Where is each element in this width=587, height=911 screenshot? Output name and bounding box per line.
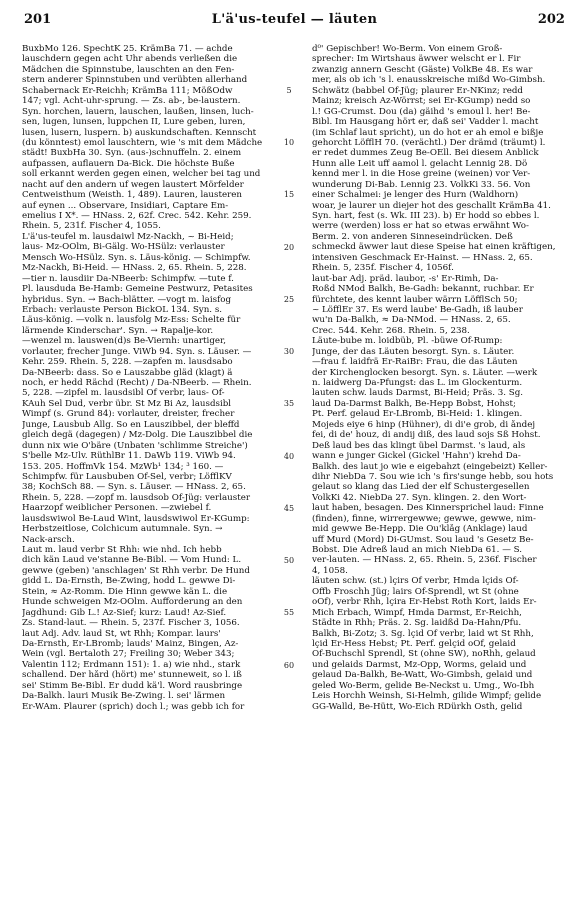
text-line: Offb Froschh Jüg; lairs Of-Sprendl, wt St (ohne	[312, 586, 519, 597]
text-line: dihr NiebDa 7. Sou wie ich 's firs'sunge hebb, sou hots	[312, 471, 554, 482]
line-number: 55	[283, 608, 295, 618]
text-line: ~ LöfflEr 37. Es werd laube' Be-Gadh, iß lauber	[312, 304, 523, 315]
text-line: sei' Stimm Be-Bibl. Er dudd kä'l. Word rausbringe	[22, 680, 243, 691]
text-line: S'belle Mz-Ülv. RüthlBr 11. DaWb 119. ViWb 94.	[22, 451, 236, 462]
text-line: Roßd NMod Balkh, Be-Gadh: bekannt, ruchbar. Er	[312, 284, 534, 295]
text-line: Mich Erbach, Wimpf, Hmda Darmst, Er-Reichh,	[312, 607, 522, 618]
text-line: Syn. horchen, lauern, lauschen, laußen, linsen, luch-	[22, 106, 254, 117]
text-line: Mädchen die Spinnstube, lauschten an den Fen-	[22, 64, 235, 75]
line-number: 10	[283, 138, 295, 148]
text-line: schallend. Der hård (hört) me' stunneweit, so l. iß	[22, 670, 242, 681]
text-line: Wimpf (s. Grund 84): vorlauter, dreister, frecher	[22, 409, 235, 420]
text-line: Bobst. Die Adreß laud an mich NiebDa 61. — S.	[312, 545, 523, 555]
text-line: intensiven Geschmack Er-Hainst. — HNass. 2, 65.	[312, 252, 533, 263]
text-line: Schimpfw. für Lausbuben Of-Sel, verbr; LöfflKV	[22, 471, 232, 482]
text-line: noch, er hedd Rächd (Recht) / Da-NBeerb. — Rhein.	[22, 378, 252, 388]
text-line: Da-NBeerb: dass. So e Lauszabbe gläd (klagt) ä	[22, 367, 233, 378]
text-line: Balkh. des laut jo wie e eigebahzt (eingebeizt) Keller-	[312, 461, 548, 472]
text-line: gelaut so klang das Lied der elf Schustergesellen	[312, 482, 530, 493]
line-number-gutter	[278, 44, 300, 894]
text-line: Valentin 112; Erdmann 151): 1. a) wie nhd., stark	[22, 659, 241, 670]
text-line: Da-Balkh. lauri Musik Be-Zwing. l. sei' lärmen	[22, 691, 226, 702]
text-line: städt! BuxbHa 30. Syn. (aus-)schnuffeln. 2. einem	[22, 148, 242, 159]
text-line: d⁰' Gepischber! Wo-Berm. Von einem Groß-	[312, 44, 503, 54]
text-line: BuxbMo 126. SpechtK 25. KrämBa 71. — achde	[22, 44, 233, 54]
text-line: 5, 228. —zipfel m. lausdsibl Of verbr, laus- Of-	[22, 388, 225, 399]
text-line: der Kirchenglocken besorgt. Syn. s. Läuter. —werk	[312, 367, 538, 378]
text-line: Hunn alle Leit uff aamol l. gelacht Lennig 28. Dö	[312, 158, 528, 169]
text-line: Junge, Lausbub Allg. So en Lauszibbel, der bleffd	[22, 419, 240, 430]
text-line: 147; vgl. Acht-uhr-sprung. — Zs. ab-, be-laustern.	[22, 96, 241, 107]
text-line: fürchtete, des kennt lauber wärrn LöfflSch 50;	[312, 294, 518, 305]
text-line: 38; KochSch 88. — Syn. s. Läuser. — HNass. 2, 65.	[22, 482, 246, 493]
text-line: vorlauter, frecher Junge. ViWb 94. Syn. s. Läuser. —	[22, 346, 252, 357]
text-line: aufpassen, auflauern Da-Bick. Die höchste Buße	[22, 158, 235, 169]
text-line: Er-WAm. Plaurer (sprich) doch l.; was gebb ich for	[22, 701, 245, 712]
text-line: stern anderer Spinnstuben und verübten allerhand	[22, 75, 248, 86]
text-line: Centweisthum (Weisth. 1, 489). Lauren, lausteren	[22, 190, 242, 201]
text-line: Rhein. 5, 235f. Fischer 4, 1056f.	[312, 263, 454, 274]
text-line: Pt. Perf. gelaud Er-LBromb, Bi-Heid: 1. klingen.	[312, 409, 523, 420]
text-line: oOf), verbr Rhh, lçira Er-Hebst Roth Kort, laids Er-	[312, 597, 537, 608]
text-line: Läus-könig. —volk n. lausfolg Mz-Ess: Schelte für	[22, 315, 241, 326]
text-line: dich kän Laud ve'stanne Be-Bibl. — Vom Hund: L.	[22, 555, 242, 566]
text-line: woar, je laurer un diejer hot des geschallt KrämBa 41.	[312, 200, 551, 211]
line-number: 45	[283, 503, 295, 513]
text-line: auf eynen ... Observare, Insidiari, Captare Em-	[22, 200, 229, 211]
line-number: 20	[283, 242, 295, 252]
text-line: Nack-arsch.	[22, 534, 75, 545]
text-line: Erbach: verlauste Person BickOL 134. Syn. s.	[22, 304, 223, 315]
text-line: Wein (vgl. Bertaloth 27; Freiling 30; Weber 343;	[22, 649, 235, 660]
text-line: L'ä'us-teufel m. lausdaiwl Mz-Nackh, ~ Bi-Heid;	[22, 231, 234, 242]
text-line: —wenzel m. lauswen(d)s Be-Viernh: unartiger,	[22, 336, 226, 347]
text-line: werre (werden) loss er hat so etwas erwähnt Wo-	[312, 221, 529, 232]
text-line: Berm. 2. von anderen Sinneseindrücken. Deß	[312, 231, 513, 242]
text-line: (im Schlaf laut spricht), un do hot er ah emol e bißje	[312, 127, 544, 138]
line-number: 35	[283, 399, 295, 409]
text-line: Bibl. Im Hausgang hört er, daß sei' Vadder l. macht	[312, 117, 539, 128]
text-line: Haarzopf weiblicher Personen. —zwiebel f.	[22, 503, 212, 514]
text-line: l.! GG-Crumst. Dou (da) gäihd 's emoul l. her! Be-	[312, 106, 531, 117]
text-line: Da-Ernsth, Er-LBromb; lauds' Mainz, Bingen, Az-	[22, 638, 239, 649]
text-line: wunderung Di-Bab. Lennig 23. VolkKi 33. 56. Von	[312, 179, 531, 190]
text-line: geled Wo-Berm, gelide Be-Neckst u. Umg., Wo-Ibh	[312, 680, 535, 691]
text-line: fei, di de' houz, di andij diß, des laud sojs Sß Hohst.	[312, 430, 541, 441]
line-number: 60	[283, 660, 295, 670]
text-line: Balkh, Bi-Zotz; 3. Sg. lçid Of verbr, laid wt St Rhh,	[312, 628, 534, 639]
text-line: uff Murd (Mord) Di-GUmst. Sou laud 's Gesetz Be-	[312, 534, 534, 545]
line-number: 30	[283, 347, 295, 357]
text-line: Städte in Rhh; Präs. 2. Sg. laidßd Da-Hahn/Pfu.	[312, 618, 522, 629]
text-line: kennd mer l. in die Hose greine (weinen) vor Ver-	[312, 169, 531, 180]
text-line: laut haben, besagen. Des Kinnersprichel laud: Finne	[312, 503, 544, 514]
text-line: Rhein. 5, 231f. Fischer 4, 1055.	[22, 221, 161, 232]
text-line: Schabernack Er-Reichh; KrämBa 111; MößOdw	[22, 85, 233, 96]
text-line: Läute-bube m. loidbüb, Pl. -büwe Of-Rump:	[312, 336, 503, 347]
text-line: Zs. Stand-laut. — Rhein. 5, 237f. Fischer 3, 1056.	[22, 618, 240, 629]
text-line: Schwätz (babbel Of-Jüg; plaurer Er-NKinz; redd	[312, 85, 523, 96]
text-line: gleich degä (dagegen) / Mz-Dolg. Die Lauszibbel die	[22, 430, 253, 441]
text-line: lçid Er-Hess Hebst; Pt. Perf. gelçid oOf, gelaid	[312, 638, 516, 649]
text-line: Deß laud bes das klingt übel Darmst. 's laud, als	[312, 440, 526, 451]
text-line: n. laidwerg Da-Pfungst: das L. im Glockenturm.	[312, 378, 523, 388]
text-line: lausdswiwol Be-Laud Wint, lausdswiwol Er-KGump:	[22, 513, 250, 524]
text-line: VolkKi 42. NiebDa 27. Syn. klingen. 2. den Wort-	[312, 492, 527, 503]
page-header	[24, 12, 565, 34]
text-line: er redet dummes Zeug Be-OEll. Bei diesem Anblick	[312, 148, 539, 159]
text-line: wu'n Da-Balkh, ≈ Da-NMod. — HNass. 2, 65.	[312, 315, 511, 326]
text-line: Hunde schweigen Mz-OOlm. Aufforderung an den	[22, 597, 243, 608]
page-number-left: 201	[24, 12, 52, 27]
text-line: sprecher: Im Wirtshaus äwwer welscht er l. Fir	[312, 54, 521, 65]
text-line: Rhein. 5, 228. —zopf m. lausdsob Of-Jüg: verlauster	[22, 492, 250, 503]
line-number: 5	[286, 85, 292, 95]
text-line: Stein, ≈ Az-Romm. Die Hinn gewwe kän L. die	[22, 586, 228, 597]
text-line: laut Adj. Adv. laud St, wt Rhh; Kompar. laurs'	[22, 628, 221, 639]
text-line: Laut m. laud verbr St Rhh: wie nhd. Ich hebb	[22, 545, 222, 555]
text-line: einer Schalmei: je lenger des Hurn (Waldhorn)	[312, 190, 519, 201]
text-line: Junge, der das Läuten besorgt. Syn. s. Läuter.	[312, 346, 515, 357]
text-line: (finden), finne, wirrergewwe; gewwe, gewwe, nim-	[312, 513, 536, 524]
text-line: lärmende Kinderschar'. Syn. → Rapalje-kor.	[22, 325, 214, 336]
running-head: L'ä'us-teufel — läuten	[211, 12, 378, 27]
text-line: laud Da-Darmst Balkh, Be-Hepp Bobst, Hohst;	[312, 398, 516, 409]
text-line: —tier n. lausdiir Da-NBeerb: Schimpfw. —tute f.	[22, 273, 234, 284]
text-line: KAuh Sel Dud, verbr übr. St Mz Bi Az, lausdsibl	[22, 398, 232, 409]
text-line: ver-lauten. — HNass. 2, 65. Rhein. 5, 236f. Fischer	[312, 555, 537, 566]
text-line: gidd L. Da-Ernsth, Be-Zwing, hodd L. gewwe Di-	[22, 576, 236, 587]
text-line: und gelaids Darmst, Mz-Opp, Worms, gelaid und	[312, 659, 527, 670]
text-line: gelaud Da-Balkh, Be-Watt, Wo-Gimbsh, gelaid und	[312, 670, 533, 681]
line-number: 40	[283, 451, 295, 461]
text-line: Jagdhund: Gib L.! Az-Sief; kurz: Laud! Az-Sief.	[22, 607, 227, 618]
text-line: zwanzig annern Gescht (Gäste) VolkBe 48. Es war	[312, 64, 533, 75]
text-line: mer, als ob ich 's l. enausskreische mißd Wo-Gimbsh.	[312, 75, 546, 86]
text-line: lauten schw. lauds Darmst, Bi-Heid; Präs. 3. Sg.	[312, 388, 524, 399]
text-line: Leis Horchh Weinsh, Si-Helmh, gilide Wimpf; gelide	[312, 691, 542, 702]
text-line: hybridus. Syn. → Bach-blätter. —vogt m. laisfog	[22, 294, 232, 305]
line-number: 15	[283, 190, 295, 200]
text-line: mid gewwe Be-Hepp. Die Ou'klåg (Anklage) laud	[312, 524, 528, 535]
text-line: nacht auf den andern uf wegen laustert Mörfelder	[22, 179, 244, 190]
line-number: 50	[283, 556, 295, 566]
text-line: Kehr. 259. Rhein. 5, 228. —zapfen m. lausdsabo	[22, 357, 233, 368]
text-line: sen, lugen, lunsen, luppchen II, Lure geben, luren,	[22, 117, 246, 128]
text-line: Syn. hart, fest (s. Wk. III 23). b) Er hodd so ebbes l.	[312, 211, 540, 221]
text-line: dunn nix wie Ö'bäre (Unbaten 'schlimme Streiche')	[22, 440, 248, 451]
line-number: 25	[283, 294, 295, 304]
text-line: lauschdern gegen acht Uhr abends verließen die	[22, 54, 238, 65]
text-line: emelius I X*. — HNass. 2, 62f. Crec. 542. Kehr. 259.	[22, 211, 252, 221]
text-line: gehorcht LöfflH 70. (verächtl.) Der drämd (träumt) l.	[312, 137, 546, 148]
text-line: wann e junger Gickel (Gickel 'Hahn') krehd Da-	[312, 451, 521, 462]
text-line: GG-Walld, Be-Hütt, Wo-Eich RDürkh Osth, gelid	[312, 701, 523, 712]
text-line: —frau f. laidfrä Er-RaiBr: Frau, die das Läuten	[312, 357, 518, 368]
text-line: Of-Buchschl Sprendl, St (ohne SW), noRhh, gelaud	[312, 649, 536, 660]
text-line: läuten schw. (st.) lçirs Of verbr, Hmda lçids Of-	[312, 576, 519, 587]
left-column	[22, 44, 268, 894]
text-line: laut-bar Adj. präd. laubor, -s' Er-Rimh, Da-	[312, 273, 499, 284]
text-line: Mainz; kreisch Az-Wörrst; sei Er-KGump) nedd so	[312, 96, 531, 107]
text-line: Herbstzeitlose, Colchicum autumnale. Syn. →	[22, 524, 223, 535]
text-line: 4, 1058.	[312, 565, 348, 576]
page-number-right: 202	[537, 12, 565, 27]
text-line: gewwe (geben) 'anschlagen' St Rhh verbr. De Hund	[22, 565, 250, 576]
text-line: Pl. lausduda Be-Hamb: Gemeine Pestwurz, Petasites	[22, 284, 253, 295]
text-line: laus- Mz-OOlm, Bi-Gälg. Wo-HSülz: verlauster	[22, 242, 225, 253]
text-line: 153. 205. HoffmVk 154. MzWb¹ 134; ³ 160. —	[22, 461, 224, 472]
text-line: Crec. 544. Kehr. 268. Rhein. 5, 238.	[312, 325, 470, 336]
text-line: Mojeds eiye 6 hinp (Hühner), di di'e grob, di åndej	[312, 419, 536, 430]
text-line: Mz-Nackh, Bi-Heid. — HNass. 2, 65. Rhein. 5, 228.	[22, 263, 247, 274]
text-line: schmeckd äwwer laut diese Speise hat einen kräftigen,	[312, 242, 556, 253]
text-line: lusen, lusern, luspern. b) auskundschaften. Kennscht	[22, 127, 257, 138]
text-line: Mensch Wo-HSülz. Syn. s. Läus-könig. — Schimpfw.	[22, 252, 251, 263]
text-line: (du könntest) emol lauschtern, wie 's mit dem Mädche	[22, 137, 263, 148]
text-line: soll erkannt werden gegen einen, welcher bei tag und	[22, 169, 261, 180]
right-column	[312, 44, 564, 894]
